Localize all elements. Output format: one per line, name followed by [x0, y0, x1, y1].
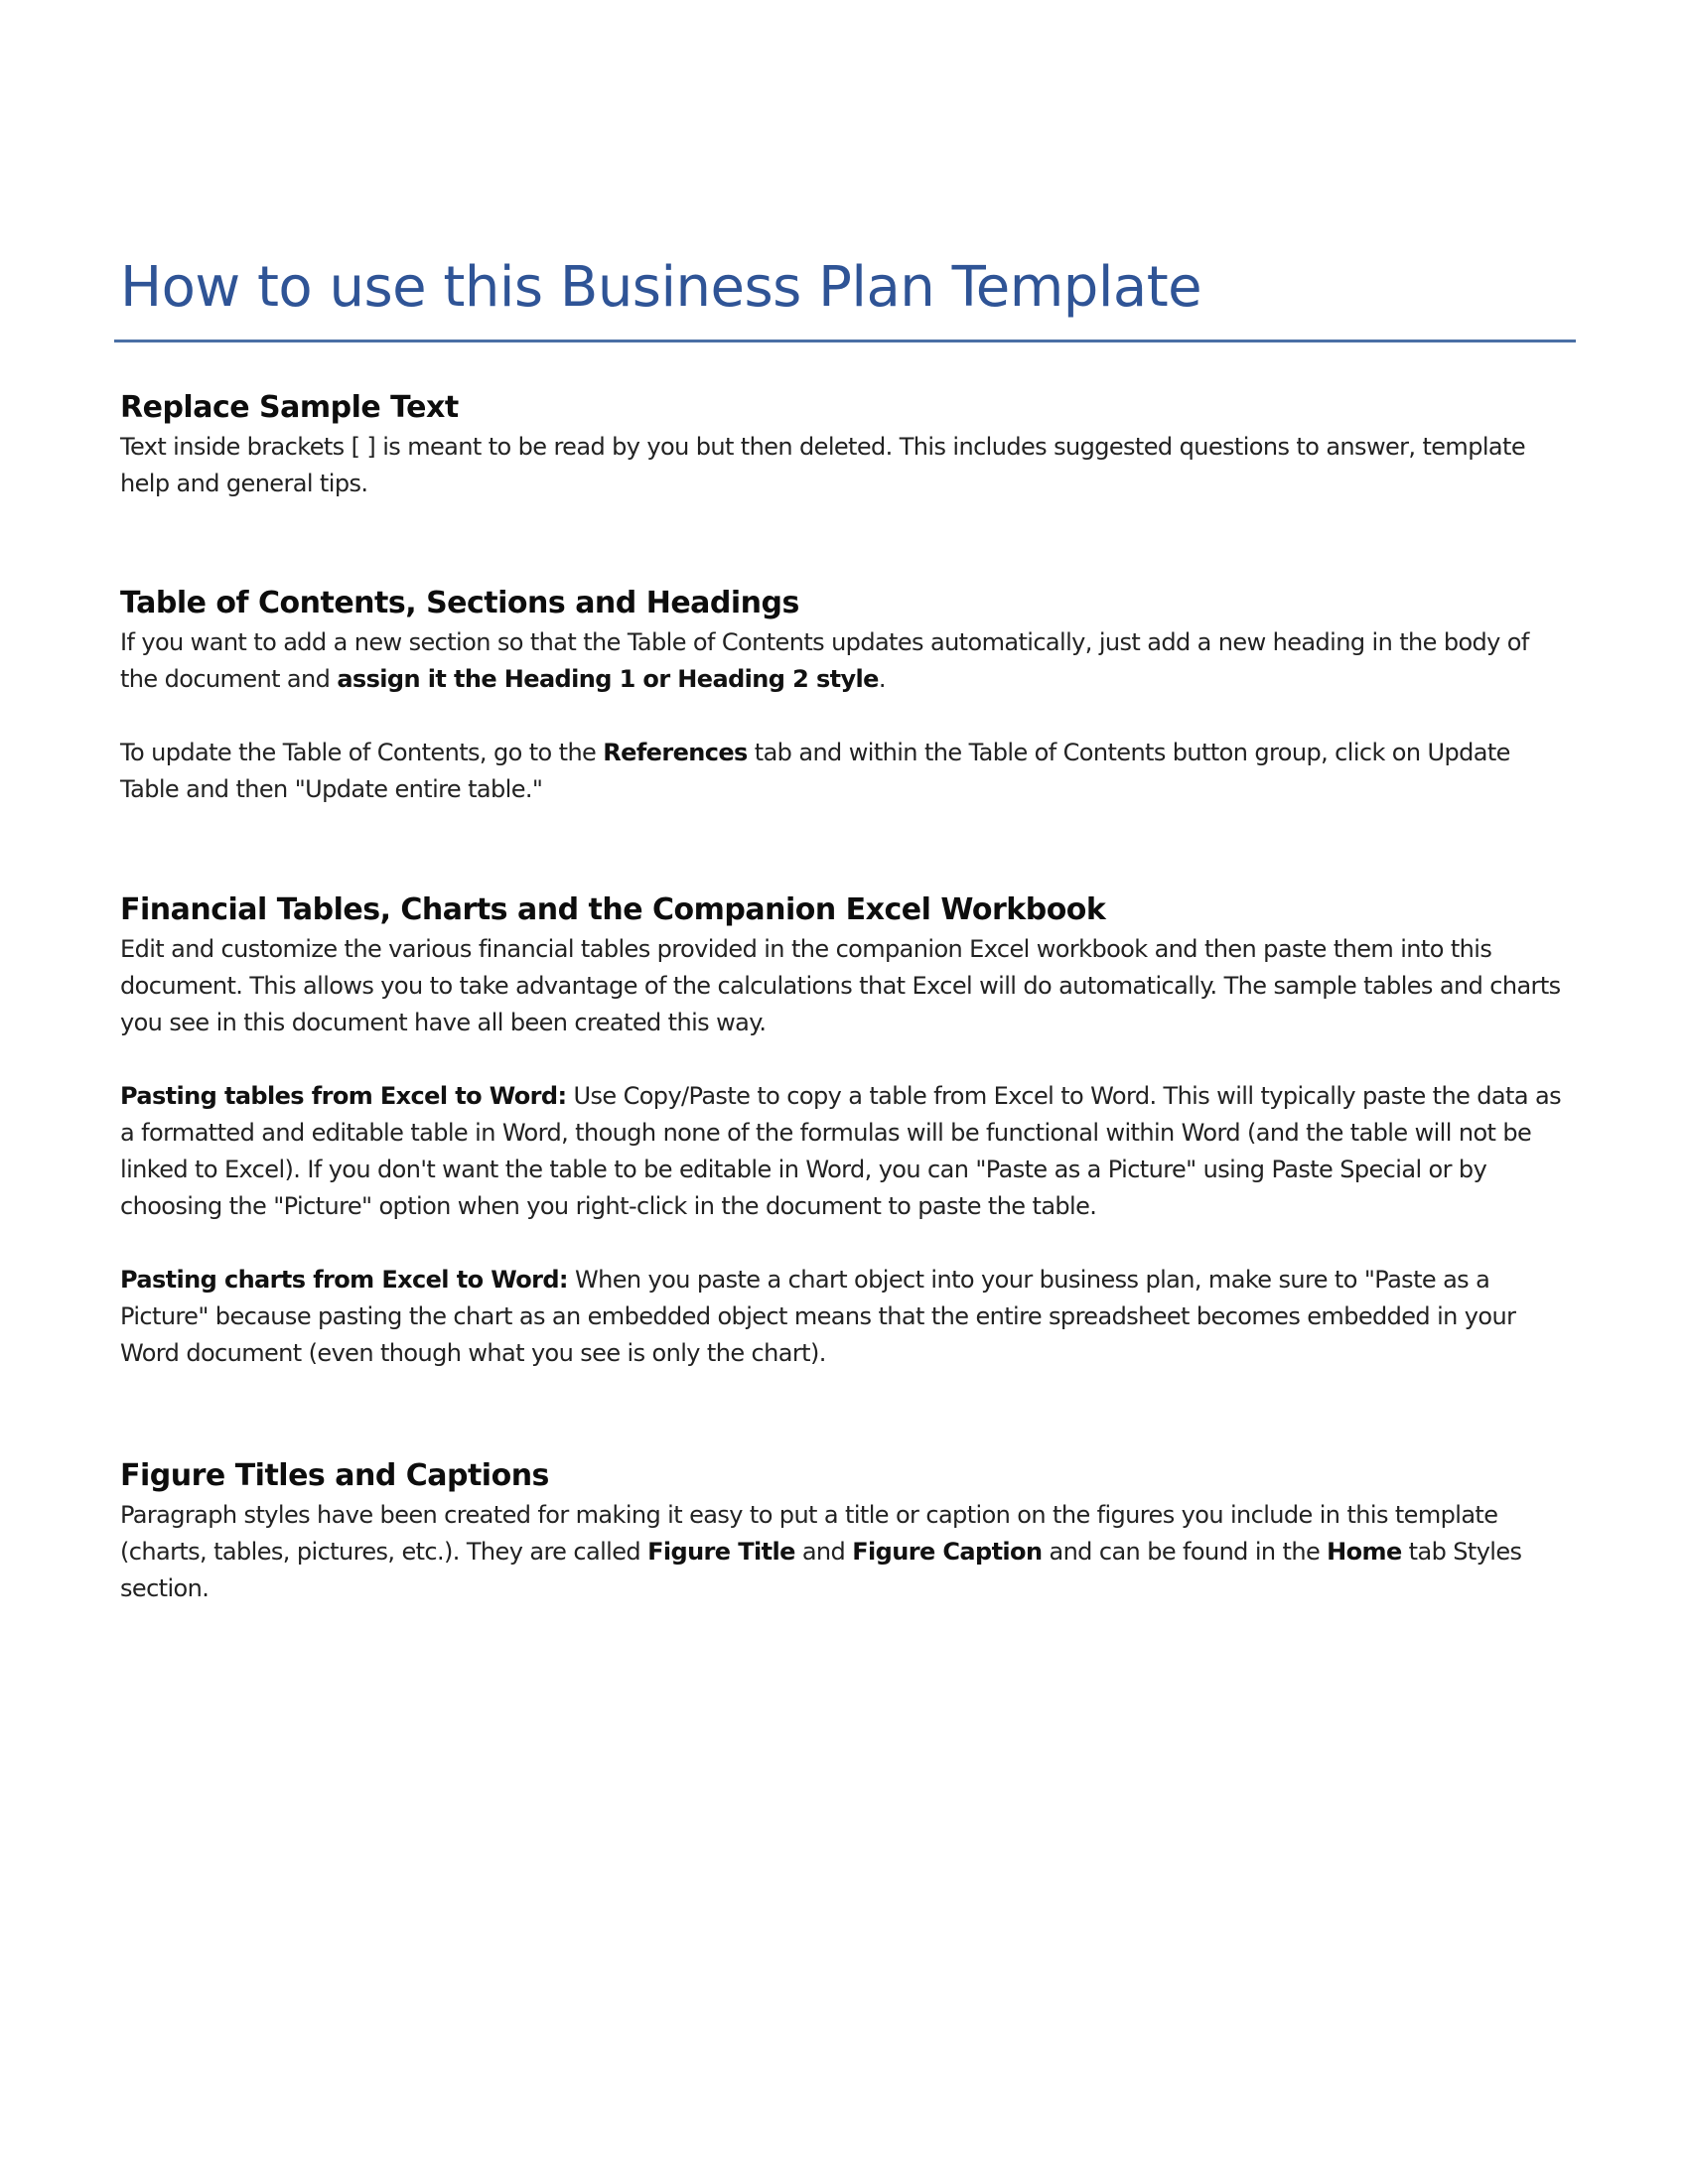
- section-heading: Figure Titles and Captions: [120, 1458, 549, 1493]
- section-paragraph: Pasting charts from Excel to Word: When you paste a chart object into your business plan, make sure to "Paste as a Picture" because pasting the chart as an embedded object means that the entire spreadsheet becomes embedded in your Word document (even though what you see is only the chart).: [120, 1266, 1516, 1367]
- section-figure-titles: [120, 1455, 1570, 1607]
- section-paragraph: Paragraph styles have been created for making it easy to put a title or caption on the figures you include in this template (charts, tables, pictures, etc.). They are called Figure Title and Figure Caption and can be found in the Home tab Styles section.: [120, 1501, 1522, 1602]
- document-page: [120, 248, 1570, 1602]
- section-paragraph: Edit and customize the various financial tables provided in the companion Excel workbook and then paste them into this document. This allows you to take advantage of the calculations that Excel will do automatically. The sample tables and charts you see in this document have all been created this way.: [120, 935, 1561, 1036]
- section-paragraph: To update the Table of Contents, go to the References tab and within the Table of Contents button group, click on Update Table and then "Update entire table.": [120, 739, 1510, 803]
- section-heading: Table of Contents, Sections and Headings: [120, 586, 799, 620]
- section-heading: Replace Sample Text: [120, 390, 459, 425]
- section-table-of-contents: [120, 583, 1570, 808]
- section-financial-tables: [120, 889, 1570, 1372]
- section-paragraph: Pasting tables from Excel to Word: Use Copy/Paste to copy a table from Excel to Word. This will typically paste the data as a formatted and editable table in Word, though none of the formulas will be functional within Word (and the table will not be linked to Excel). If you don't want the table to be editable in Word, you can "Paste as a Picture" using Paste Special or by choosing the "Picture" option when you right-click in the document to paste the table.: [120, 1082, 1561, 1220]
- title-underline: [114, 340, 1576, 342]
- section-paragraph: If you want to add a new section so that the Table of Contents updates automatically, just add a new heading in the body of the document and assign it the Heading 1 or Heading 2 style.: [120, 628, 1529, 693]
- section-heading: Financial Tables, Charts and the Companion Excel Workbook: [120, 892, 1106, 927]
- section-paragraph: Text inside brackets [ ] is meant to be read by you but then deleted. This includes suggested questions to answer, template help and general tips.: [120, 433, 1525, 497]
- section-replace-sample-text: [120, 387, 1570, 502]
- document-title: How to use this Business Plan Template: [120, 255, 1202, 320]
